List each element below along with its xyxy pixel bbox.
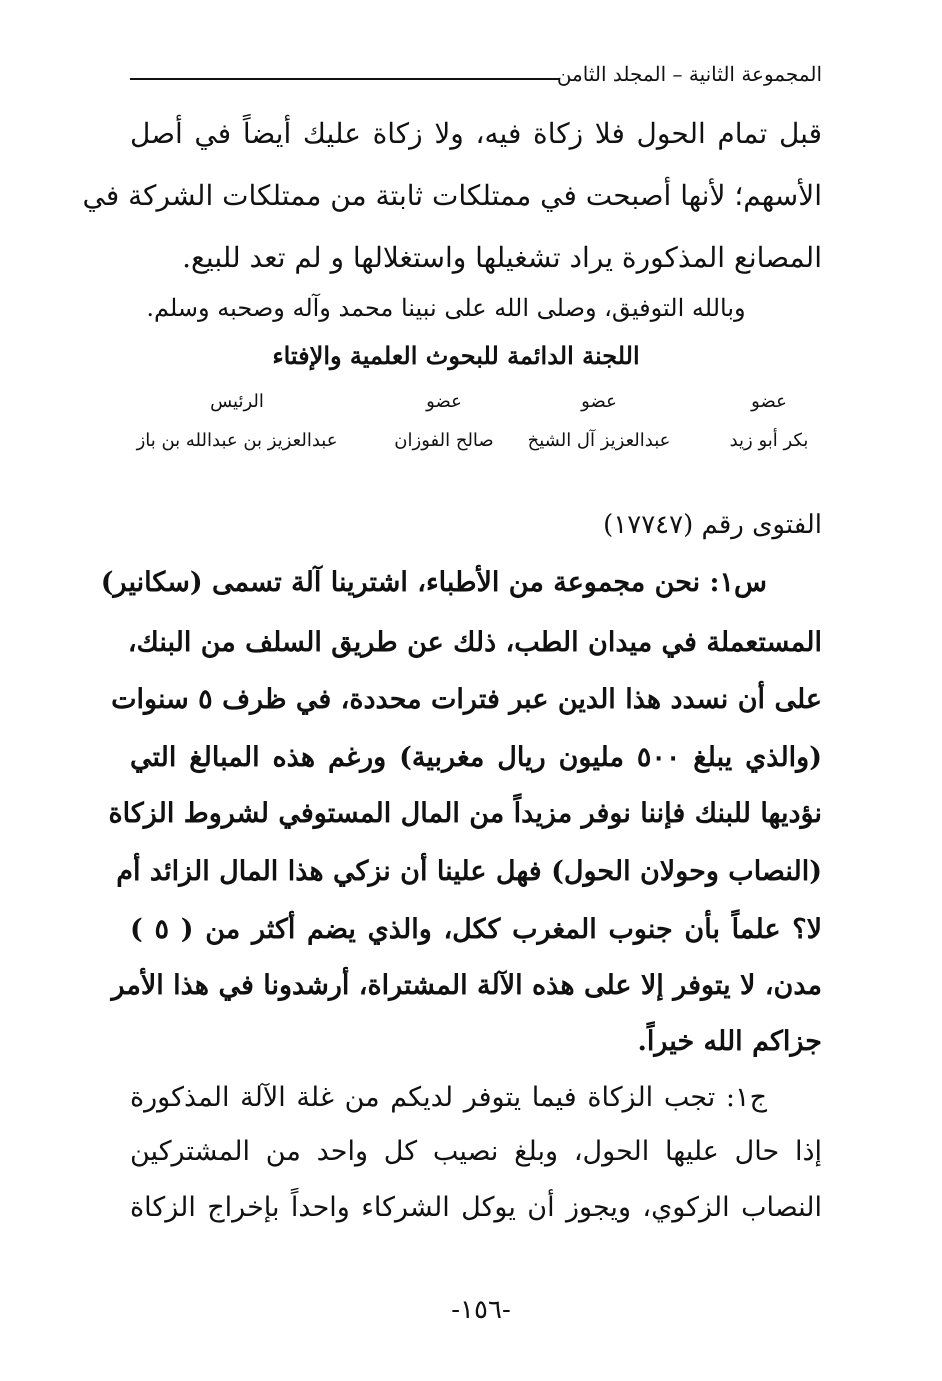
- closing-prayer: وبالله التوفيق، وصلى الله على نبينا محمد وآله وصحبه وسلم.: [146, 294, 746, 322]
- question-line: نؤديها للبنك فإننا نوفر مزيداً من المال المستوفي لشروط الزكاة: [108, 798, 822, 829]
- question-line: (النصاب وحولان الحول) فهل علينا أن نزكي هذا المال الزائد أم: [116, 856, 822, 887]
- body-line: الأسهم؛ لأنها أصبحت في ممتلكات ثابتة من ممتلكات الشركة في: [82, 179, 822, 212]
- answer-line: ج١: تجب الزكاة فيما يتوفر لديكم من غلة الآلة المذكورة: [130, 1082, 767, 1113]
- signatory-name: عبدالعزيز آل الشيخ: [527, 430, 671, 451]
- signatory-role: عضو: [751, 391, 787, 412]
- body-line: قبل تمام الحول فلا زكاة فيه، ولا زكاة عليك أيضاً في أصل: [130, 117, 822, 150]
- question-line: المستعملة في ميدان الطب، ذلك عن طريق السلف من البنك،: [127, 627, 822, 658]
- signatory-role: عضو: [581, 391, 617, 412]
- committee-name: اللجنة الدائمة للبحوث العلمية والإفتاء: [272, 341, 640, 370]
- document-page: [82, 0, 822, 1381]
- question-line: على أن نسدد هذا الدين عبر فترات محددة، في ظرف ٥ سنوات: [111, 684, 822, 715]
- answer-line: النصاب الزكوي، ويجوز أن يوكل الشركاء واحداً بإخراج الزكاة: [130, 1192, 822, 1223]
- body-line: المصانع المذكورة يراد تشغيلها واستغلالها و لم تعد للبيع.: [182, 241, 822, 274]
- signatory-role: عضو: [426, 391, 462, 412]
- header-title: المجموعة الثانية – المجلد الثامن: [556, 62, 822, 86]
- fatwa-number: الفتوى رقم (١٧٧٤٧): [603, 510, 822, 540]
- page-number: -١٥٦-: [451, 1295, 511, 1325]
- answer-line: إذا حال عليها الحول، وبلغ نصيب كل واحد من المشتركين: [130, 1136, 822, 1167]
- running-header: [130, 56, 822, 96]
- question-line: س١: نحن مجموعة من الأطباء، اشترينا آلة تسمى (سكانير): [100, 567, 767, 598]
- signatory-role: الرئيس: [210, 391, 264, 412]
- signatory-name: عبدالعزيز بن عبدالله بن باز: [136, 430, 338, 451]
- signatory-name: بكر أبو زيد: [729, 430, 809, 451]
- question-line: مدن، لا يتوفر إلا على هذه الآلة المشتراة، أرشدونا في هذا الأمر: [111, 970, 822, 1001]
- question-line: (والذي يبلغ ٥٠٠ مليون ريال مغربية) ورغم هذه المبالغ التي: [130, 742, 822, 773]
- question-line: جزاكم الله خيراً.: [637, 1026, 822, 1057]
- question-line: لا؟ علماً بأن جنوب المغرب ككل، والذي يضم أكثر من ( ٥ ): [130, 914, 822, 945]
- header-rule: [130, 78, 560, 80]
- signatory-name: صالح الفوزان: [394, 430, 494, 451]
